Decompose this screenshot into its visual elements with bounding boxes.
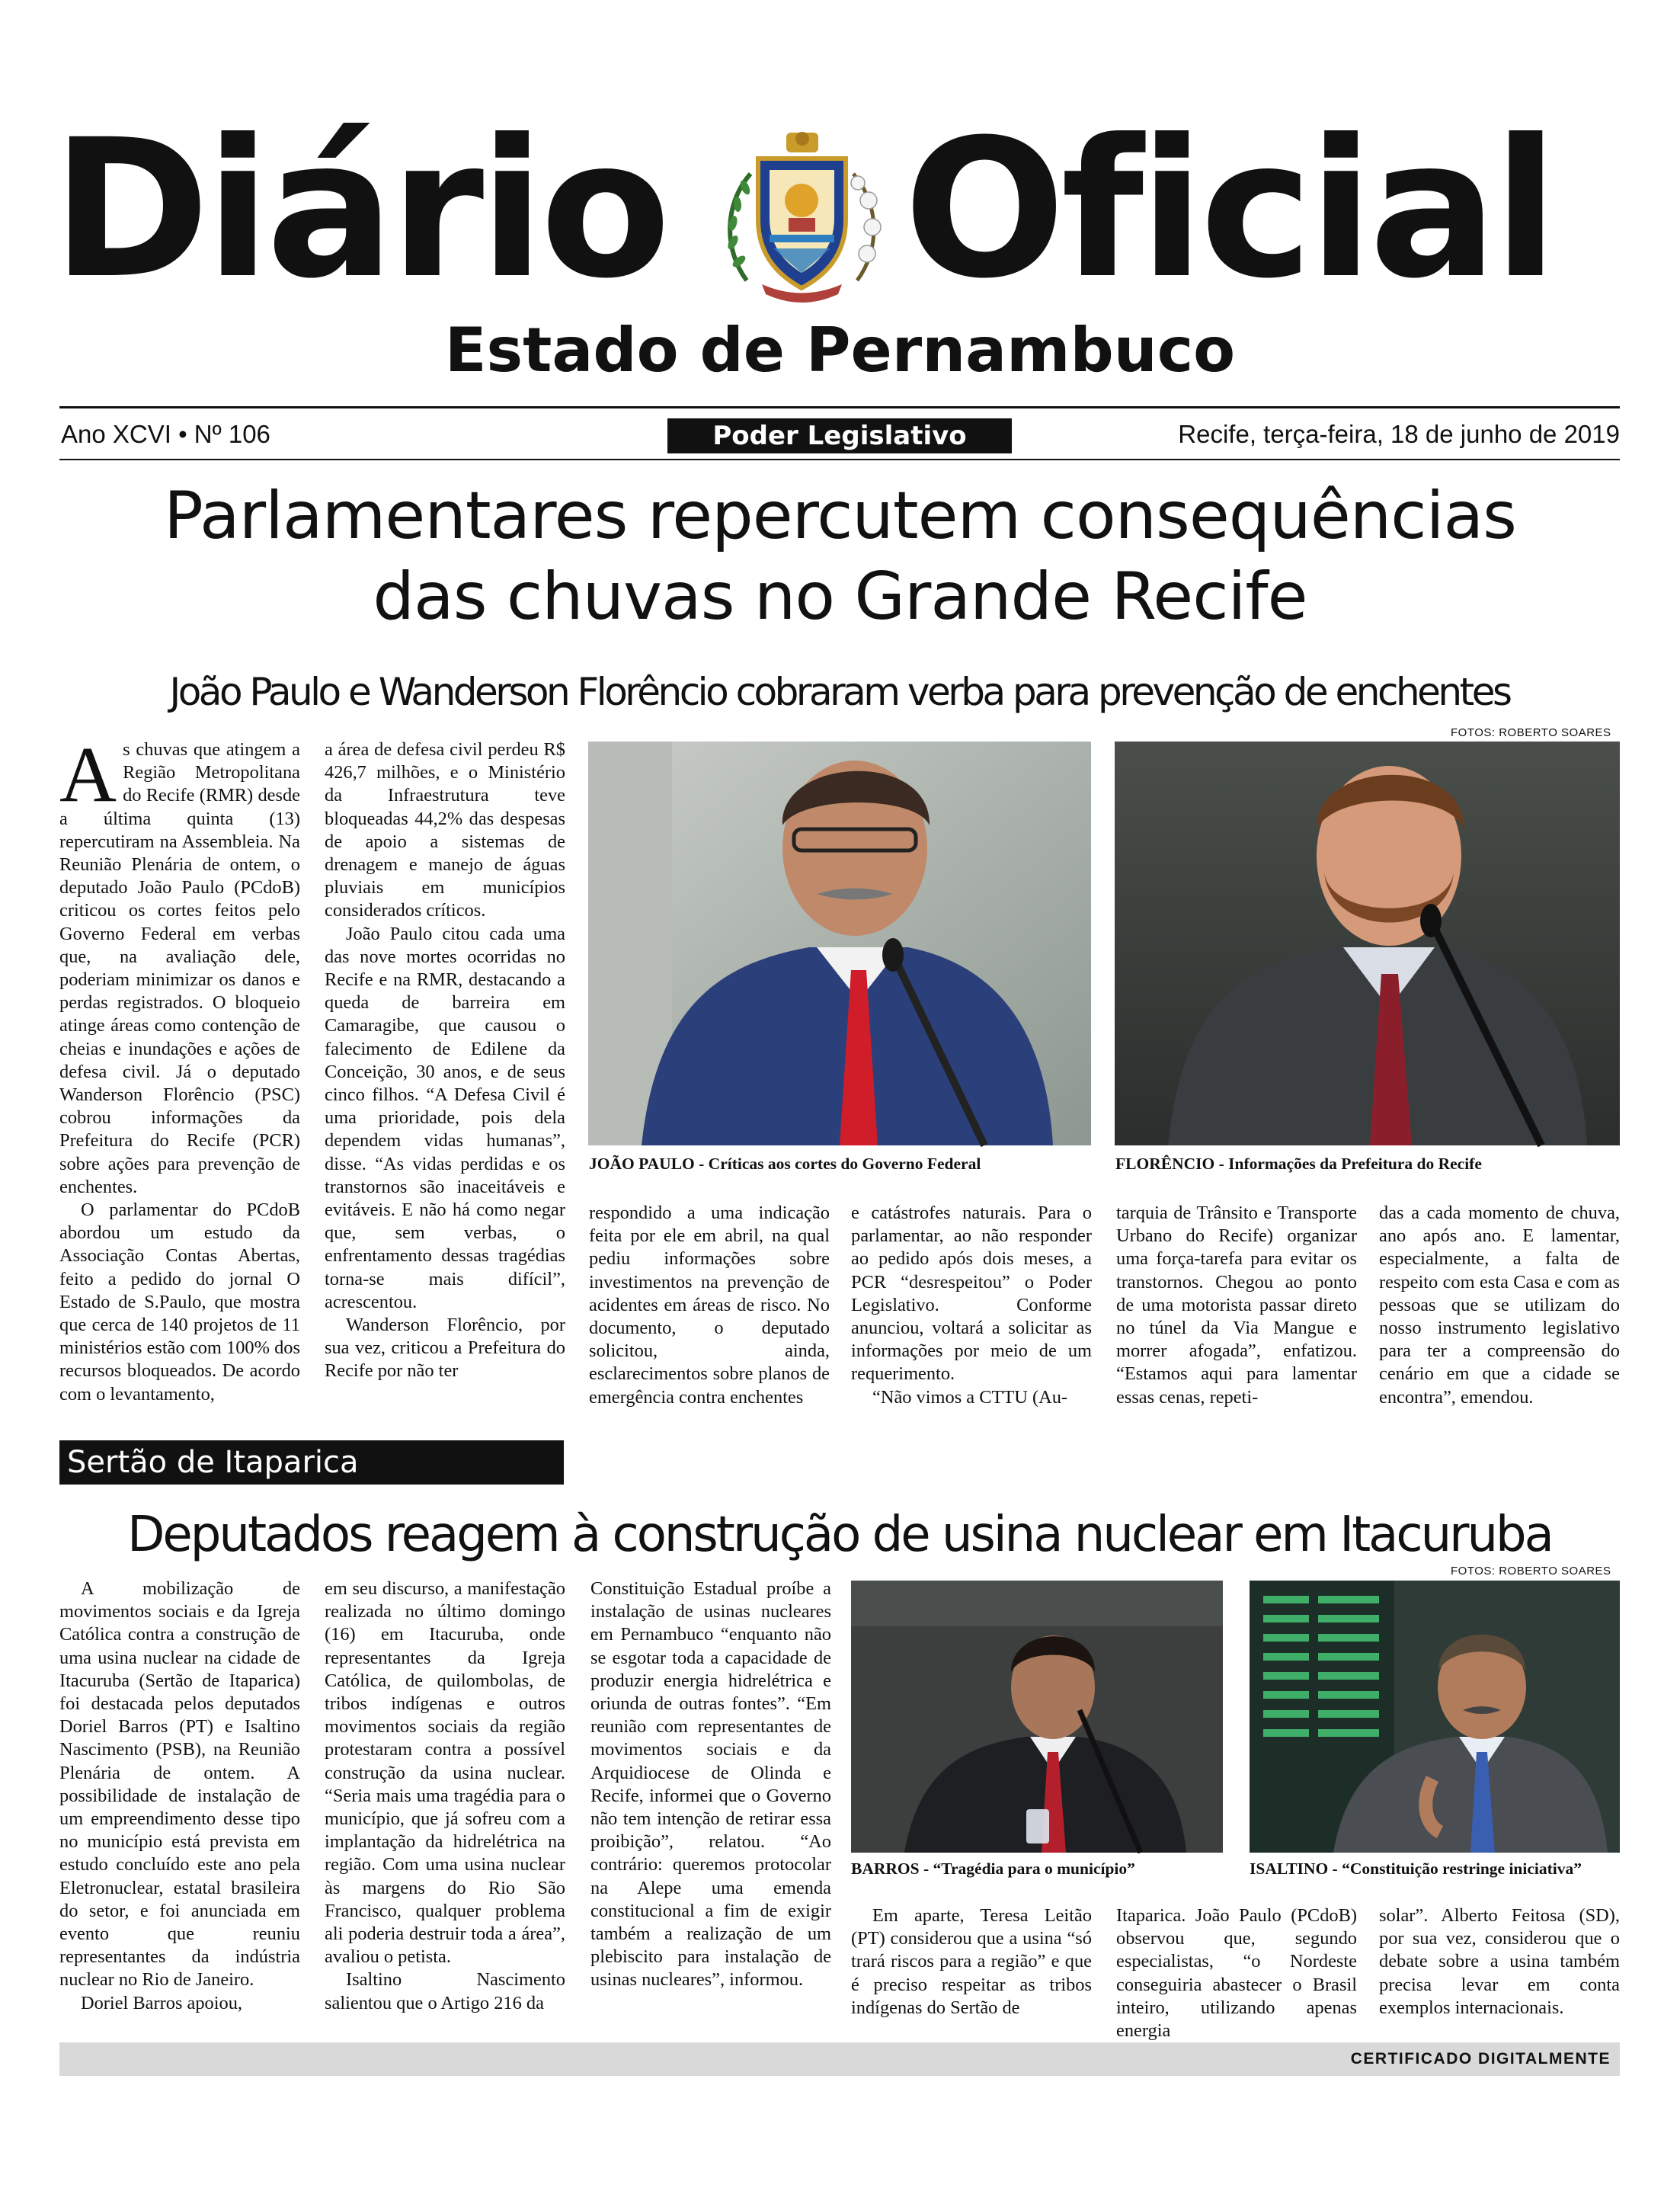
photo-isaltino	[1250, 1581, 1620, 1853]
photo-florencio	[1115, 742, 1620, 1145]
photo-joao-paulo	[588, 742, 1091, 1145]
article1-column-2	[325, 738, 565, 1398]
article2-column-2	[325, 1578, 565, 2023]
article2-column-4	[851, 1904, 1092, 2025]
article1-paragraph: das a cada momento de chuva, ano após ano. E lamentar, especialmente, a falta de respeito com esta Casa e com as pessoas que se utilizam do nosso instrumento legislativo para ter a compreensão do cenário em que a cidade se encontra”, emendou.	[1379, 1203, 1620, 1408]
article2-paragraph: A mobilização de movimentos sociais e da Igreja Católica contra a construção de uma usina nuclear na cidade de Itacuruba (Sertão de Itaparica) foi destacada pelos deputados Doriel Barros (PT) e Isaltino Nascimento (PSB), na Reunião Plenária de ontem. A possibilidade de instalação de um empreendimento desse tipo no município está prevista em estudo concluído este ano pela Eletronuclear, estatal brasileira do setor, e foi anunciada em evento que reuniu representantes da indústria nuclear no Rio de Janeiro.	[59, 1578, 300, 1991]
dateline: Recife, terça-feira, 18 de junho de 2019	[1178, 420, 1620, 448]
article2-section-tag: Sertão de Itaparica	[59, 1440, 564, 1485]
article1-subhead: João Paulo e Wanderson Florêncio cobraram verba para prevenção de enchentes	[169, 670, 1510, 714]
article2-column-3	[590, 1578, 831, 2023]
article1-column-3	[589, 1202, 830, 1419]
article1-column-5	[1116, 1202, 1357, 1419]
article1-column-6	[1379, 1202, 1620, 1419]
issue-number: Ano XCVI • Nº 106	[61, 420, 270, 448]
article2-paragraph: Itaparica. João Paulo (PCdoB) observou que, segundo especialistas, “o Nordeste conseguiria abastecer o Brasil inteiro, utilizando apenas energia	[1116, 1905, 1357, 2042]
article2-caption-barros: BARROS - “Tragédia para o município”	[851, 1859, 1135, 1878]
masthead-rule-top	[59, 406, 1620, 408]
article1-column-4	[851, 1202, 1092, 1419]
article1-paragraph: Wanderson Florêncio, por sua vez, criticou a Prefeitura do Recife por não ter	[325, 1315, 565, 1382]
masthead-subtitle: Estado de Pernambuco	[444, 315, 1236, 386]
article2-paragraph: Doriel Barros apoiou,	[81, 1992, 243, 2013]
article1-headline-line1: Parlamentares repercutem consequências	[164, 478, 1516, 554]
article2-column-1	[59, 1578, 300, 2023]
masthead-title-left: Diário	[52, 98, 667, 320]
masthead-title-right: Oficial	[904, 98, 1554, 320]
article1-column-1	[59, 731, 300, 1405]
article2-column-5	[1116, 1904, 1357, 2042]
article1-paragraph: “Não vimos a CTTU (Au-	[872, 1386, 1068, 1408]
article2-paragraph: Em aparte, Teresa Leitão (PT) considerou que a usina “só trará riscos para a região” e que é preciso respeitar as tribos indígenas do Sertão de	[851, 1905, 1092, 2018]
pernambuco-coat-of-arms-icon	[716, 128, 888, 303]
article2-paragraph: em seu discurso, a manifestação realizada no último domingo (16) em Itacuruba, onde representantes da Igreja Católica, de quilombolas, de tribos indígenas e outros movimentos sociais da região protestaram contra a possível construção da usina nuclear. “Seria mais uma tragédia para o município, que já sofreu com a implantação da hidrelétrica na região. Com uma usina nuclear às margens do Rio São Francisco, qualquer problema ali poderia destruir toda a área”, avaliou o petista.	[325, 1578, 565, 1968]
article1-paragraph: tarquia de Trânsito e Transporte Urbano do Recife) organizar uma força-tarefa para evitar os transtornos. Chegou ao ponto de uma motorista passar direto no túnel da Via Mangue e morrer afogada”, enfatizou. “Estamos aqui para lamentar essas cenas, repeti-	[1116, 1203, 1357, 1408]
article1-caption-joao-paulo: JOÃO PAULO - Críticas aos cortes do Governo Federal	[589, 1155, 981, 1173]
article1-paragraph: João Paulo citou cada uma das nove mortes ocorridas no Recife e na RMR, destacando a queda de barreira em Camaragibe, que causou o falecimento de Edilene da Conceição, 30 anos, e de seus cinco filhos. “A Defesa Civil é uma prioridade, pois dela dependem vidas humanas”, disse. “As vidas perdidas e os transtornos são inaceitáveis e evitáveis. E não há como negar que, sem verbas, o enfrentamento dessas tragédias torna-se mais difícil”, acrescentou.	[325, 923, 565, 1312]
article2-paragraph: Isaltino Nascimento salientou que o Artigo 216 da	[325, 1969, 565, 2013]
article1-paragraph: respondido a uma indicação feita por ele em abril, na qual pediu informações sobre investimentos na prevenção de acidentes em áreas de risco. No documento, o deputado solicitou, ainda, esclarecimentos sobre planos de emergência contra enchentes	[589, 1203, 830, 1408]
article1-caption-florencio: FLORÊNCIO - Informações da Prefeitura do Recife	[1115, 1155, 1482, 1173]
masthead-rule-bottom	[59, 459, 1620, 460]
article1-headline-line2: das chuvas no Grande Recife	[373, 559, 1307, 635]
article1-dropcap: A	[59, 731, 117, 818]
article1-photo-credit: FOTOS: ROBERTO SOARES	[1451, 726, 1611, 739]
article2-photo-credit: FOTOS: ROBERTO SOARES	[1451, 1565, 1611, 1578]
photo-barros	[851, 1581, 1223, 1853]
footer-bar	[59, 2042, 1620, 2076]
article2-paragraph: Constituição Estadual proíbe a instalação de usinas nucleares em Pernambuco “enquanto não se esgotar toda a capacidade de produzir energia hidrelétrica e oriunda de outras fontes”. “Em reunião com representantes de movimentos sociais e da Arquidiocese de Olinda e Recife, informei que o Governo não tem intenção de retirar essa proibição”, relatou. “Ao contrário: queremos protocolar na Alepe uma emenda constitucional a fim de exigir também a realização de um plebiscito para instalação de usinas nucleares”, informou.	[590, 1578, 831, 1991]
article2-column-6	[1379, 1904, 1620, 2025]
article2-caption-isaltino: ISALTINO - “Constituição restringe iniciativa”	[1250, 1859, 1582, 1878]
article2-headline: Deputados reagem à construção de usina nuclear em Itacuruba	[127, 1507, 1552, 1563]
section-label: Poder Legislativo	[667, 418, 1012, 453]
article1-paragraph: e catástrofes naturais. Para o parlamentar, ao não responder ao pedido após dois meses, a PCR “desrespeitou” o Poder Legislativo. Conforme anunciou, voltará a solicitar as informações por meio de um requerimento.	[851, 1203, 1092, 1385]
article1-paragraph: s chuvas que atingem a Região Metropolitana do Recife (RMR) desde a última quinta (13) repercutiram na Assembleia. Na Reunião Plenária de ontem, o deputado João Paulo (PCdoB) criticou os cortes feitos pelo Governo Federal em verbas que, na avaliação dele, poderiam minimizar os danos e perdas registrados. O bloqueio atinge áreas como contenção de cheias e inundações e ações de defesa civil. Já o deputado Wanderson Florêncio (PSC) cobrou informações da Prefeitura do Recife (PCR) sobre ações para prevenção de enchentes.	[59, 739, 300, 1197]
digital-certification-label: CERTIFICADO DIGITALMENTE	[1350, 2050, 1611, 2068]
article2-paragraph: solar”. Alberto Feitosa (SD), por sua vez, considerou que o debate sobre a usina também precisa levar em conta exemplos internacionais.	[1379, 1905, 1620, 2018]
article1-paragraph: O parlamentar do PCdoB abordou um estudo da Associação Contas Abertas, feito a pedido do jornal O Estado de S.Paulo, que mostra que cerca de 140 projetos de 11 ministérios estão com 100% dos recursos bloqueados. De acordo com o levantamento,	[59, 1200, 300, 1405]
article1-paragraph: a área de defesa civil perdeu R$ 426,7 milhões, e o Ministério da Infraestrutura teve bloqueadas 44,2% das despesas de apoio a sistemas de drenagem e manejo de águas pluviais em municípios considerados críticos.	[325, 739, 565, 921]
